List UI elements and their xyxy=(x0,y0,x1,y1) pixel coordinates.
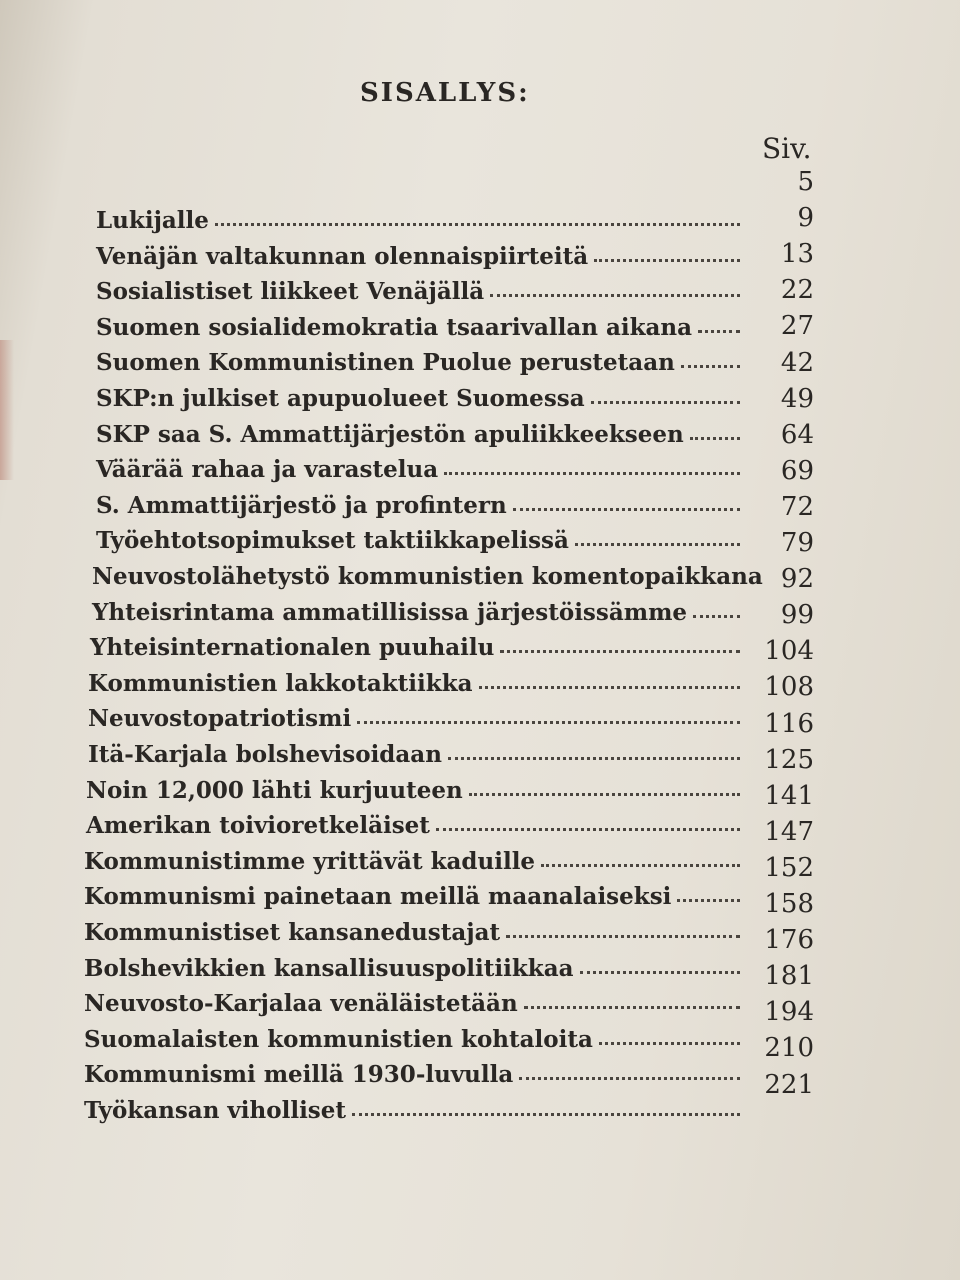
toc-entry-title: Kommunistimme yrittävät kaduille xyxy=(84,847,536,875)
toc-entry xyxy=(88,698,740,732)
dot-leader xyxy=(479,686,740,689)
toc-entry xyxy=(96,236,740,270)
toc-entry xyxy=(84,1019,740,1053)
toc-entry-page: 5 xyxy=(797,167,814,197)
toc-entry-title: Suomen sosialidemokratia tsaarivallan aikana xyxy=(96,313,693,341)
toc-entry-page: 72 xyxy=(780,491,814,522)
dot-leader xyxy=(690,437,740,440)
toc-entry xyxy=(96,342,740,376)
toc-entry-page: 42 xyxy=(780,347,814,378)
dot-leader xyxy=(500,650,740,653)
toc-entry-title: Lukijalle xyxy=(96,207,209,234)
toc-entry-title: Kommunistiset kansanedustajat xyxy=(84,919,501,946)
toc-entry-page: 64 xyxy=(780,419,814,450)
dot-leader xyxy=(524,1006,740,1009)
toc-entry-title: SKP:n julkiset apupuolueet Suomessa xyxy=(96,385,585,412)
toc-entry-title: Neuvostopatriotismi xyxy=(88,705,352,733)
toc-entry-title: Noin 12,000 lähti kurjuuteen xyxy=(86,776,463,804)
toc-entry-page: 104 xyxy=(764,636,814,667)
toc-entry-title: Sosialistiset liikkeet Venäjällä xyxy=(96,278,485,306)
dot-leader xyxy=(580,971,740,974)
dot-leader xyxy=(519,1077,740,1080)
toc-entry-page: 147 xyxy=(764,816,814,847)
toc-entry xyxy=(86,770,740,804)
toc-entry-title: SKP saa S. Ammattijärjestön apuliikkeekseen xyxy=(96,420,684,448)
toc-entry-title: Itä-Karjala bolshevisoidaan xyxy=(88,741,442,768)
toc-entry xyxy=(86,805,740,839)
toc-entry xyxy=(84,841,740,875)
toc-entry-title: Väärää rahaa ja varastelua xyxy=(96,456,439,484)
toc-entry-page: 99 xyxy=(780,600,814,631)
toc-entry-title: Venäjän valtakunnan olennaispiirteitä xyxy=(96,242,589,270)
dot-leader xyxy=(599,1042,740,1045)
dot-leader xyxy=(490,294,740,297)
toc-entry-page: 176 xyxy=(764,925,814,956)
dot-leader xyxy=(693,615,740,618)
toc-entry-title: Bolshevikkien kansallisuuspolitiikkaa xyxy=(84,954,574,982)
dot-leader xyxy=(594,259,740,262)
toc-entry-page: 69 xyxy=(780,455,814,486)
toc-entry xyxy=(96,200,740,234)
toc-entry-title: Kommunistien lakkotaktiikka xyxy=(88,669,473,697)
toc-entry-title: Työkansan viholliset xyxy=(84,1097,347,1124)
toc-entry-title: Neuvosto-Karjalaa venäläistetään xyxy=(84,990,518,1018)
toc-entry-title: Suomalaisten kommunistien kohtaloita xyxy=(84,1025,593,1053)
toc-entry-page: 116 xyxy=(764,708,814,739)
toc-entry xyxy=(88,734,740,768)
toc-entry xyxy=(96,271,740,305)
page-title: SISALLYS: xyxy=(360,78,530,108)
toc-entry xyxy=(96,378,740,412)
toc-entry xyxy=(84,1090,740,1124)
toc-entry xyxy=(92,556,763,590)
toc-entry-page: 158 xyxy=(764,889,814,919)
toc-entry-title: Yhteisinternationalen puuhailu xyxy=(90,634,495,662)
toc-entry xyxy=(96,520,740,554)
toc-entry-title: Kommunismi painetaan meillä maanalaiseksi xyxy=(84,883,672,911)
toc-entry-page: 221 xyxy=(764,1069,814,1100)
toc-entry-page: 108 xyxy=(764,672,814,703)
toc-entry-title: S. Ammattijärjestö ja profintern xyxy=(96,491,507,519)
toc-entry-page: 181 xyxy=(764,961,814,992)
dot-leader xyxy=(698,330,740,333)
toc-entry-page: 125 xyxy=(764,744,814,775)
dot-leader xyxy=(681,365,740,368)
dot-leader xyxy=(513,508,740,511)
dot-leader xyxy=(506,935,740,938)
page-column-label: Siv. xyxy=(762,132,812,165)
toc-entry-page: 152 xyxy=(764,852,814,883)
toc-entry xyxy=(84,1054,740,1088)
toc-entry-title: Neuvostolähetystö kommunistien komentopaikkana xyxy=(92,563,763,590)
toc-entry xyxy=(90,627,740,661)
dot-leader xyxy=(591,401,740,404)
toc-entry xyxy=(84,912,740,946)
toc-entry xyxy=(96,414,740,448)
dot-leader xyxy=(677,899,740,902)
toc-entry-page: 194 xyxy=(764,997,814,1028)
toc-entry-title: Kommunismi meillä 1930-luvulla xyxy=(84,1061,514,1089)
toc-entry xyxy=(84,876,740,910)
dot-leader xyxy=(469,793,740,796)
toc-entry xyxy=(96,449,740,483)
dot-leader xyxy=(352,1113,740,1116)
toc-entry-page: 27 xyxy=(780,311,814,342)
dot-leader xyxy=(436,828,740,831)
toc-entry-page: 49 xyxy=(780,383,814,414)
dot-leader xyxy=(541,864,740,867)
dot-leader xyxy=(215,223,740,226)
toc-entry-page: 13 xyxy=(780,239,814,270)
toc-entry xyxy=(96,307,740,341)
toc-entry-title: Työehtotsopimukset taktiikkapelissä xyxy=(96,527,569,555)
dot-leader xyxy=(357,721,740,724)
toc-entry-page: 210 xyxy=(764,1033,814,1064)
toc-entry-page: 141 xyxy=(764,780,814,811)
dot-leader xyxy=(444,472,740,475)
toc-entry-title: Suomen Kommunistinen Puolue perustetaan xyxy=(96,349,675,377)
toc-entry xyxy=(92,592,740,626)
dot-leader xyxy=(575,543,740,546)
toc-entry-page: 79 xyxy=(780,528,814,558)
toc-entry-title: Yhteisrintama ammatillisissa järjestöissämme xyxy=(92,598,688,626)
toc-entry-page: 9 xyxy=(797,203,814,234)
dot-leader xyxy=(448,757,740,760)
toc-entry xyxy=(84,948,740,982)
toc-entry-title: Amerikan toivioretkeläiset xyxy=(86,812,430,840)
toc-entry xyxy=(84,983,740,1017)
toc-entry-page: 92 xyxy=(780,564,814,595)
toc-entry xyxy=(96,485,740,519)
toc-entry xyxy=(88,663,740,697)
toc-entry-page: 22 xyxy=(780,275,814,306)
